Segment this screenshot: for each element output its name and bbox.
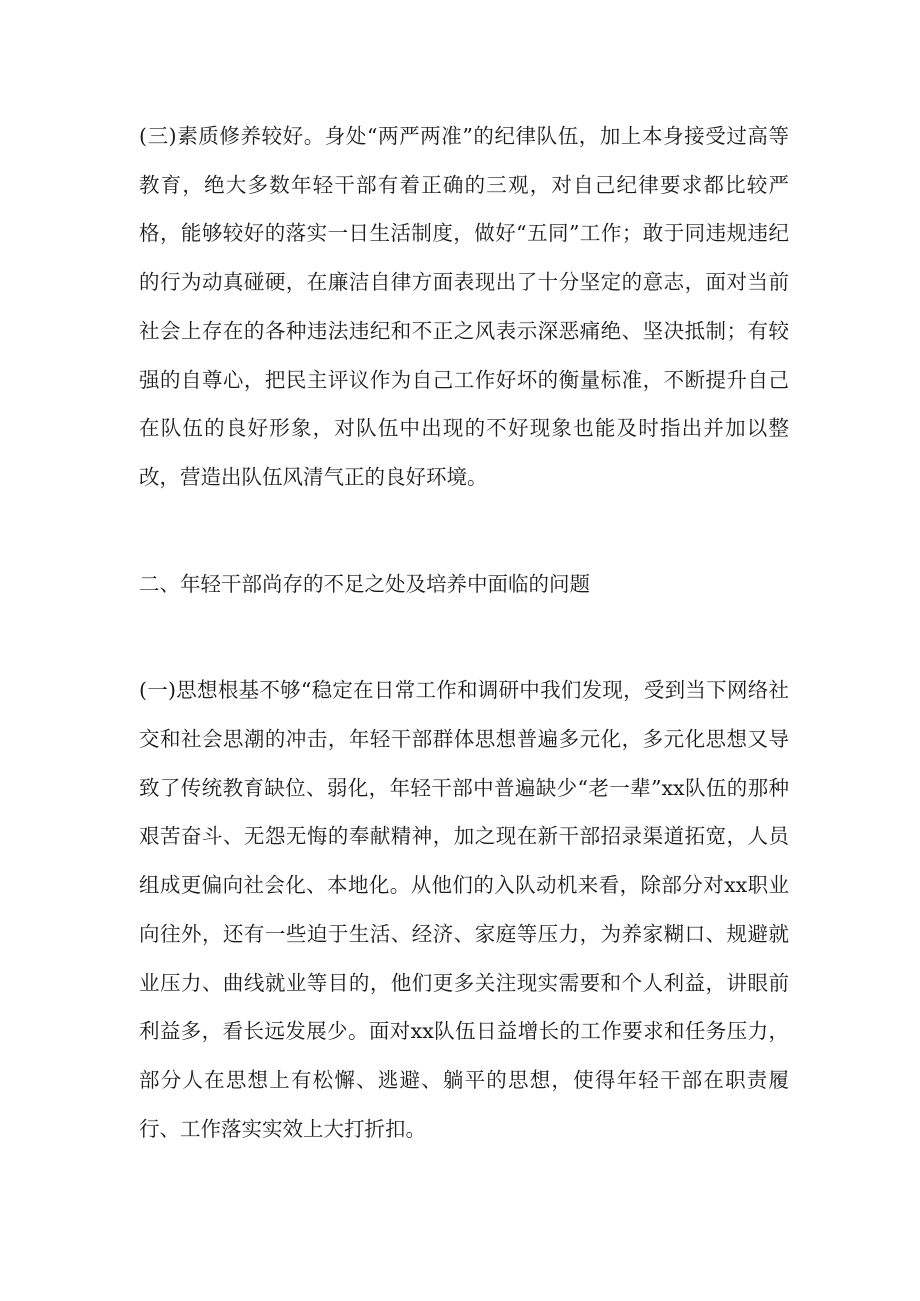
section-heading: 二、年轻干部尚存的不足之处及培养中面临的问题 bbox=[139, 571, 590, 596]
paragraph-quality-cultivation: (三)素质修养较好。身处“两严两准”的纪律队伍，加上本身接受过高等教育，绝大多数年轻干部有着正确的三观，对自己纪律要求都比较严格，能够较好的落实一日生活制度，做好“五同”工作；敢于同违规违纪的行为动真碰硬，在廉洁自律方面表现出了十分坚定的意志，面对当前社会上存在的各种违法违纪和不正之风表示深恶痛绝、坚决抵制；有较强的自尊心，把民主评议作为自己工作好坏的衡量标准，不断提升自己在队伍的良好形象，对队伍中出现的不好现象也能及时指出并加以整改，营造出队伍风清气正的良好环境。 bbox=[139, 124, 789, 489]
document-body bbox=[139, 112, 789, 1153]
paragraph-ideological-foundation: (一)思想根基不够“稳定在日常工作和调研中我们发现，受到当下网络社交和社会思潮的冲击，年轻干部群体思想普遍多元化，多元化思想又导致了传统教育缺位、弱化，年轻干部中普遍缺少“老一辈”xx队伍的那种艰苦奋斗、无怨无悔的奉献精神，加之现在新干部招录渠道拓宽，人员组成更偏向社会化、本地化。从他们的入队动机来看，除部分对xx职业向往外，还有一些迫于生活、经济、家庭等压力，为养家糊口、规避就业压力、曲线就业等目的，他们更多关注现实需要和个人利益，讲眼前利益多，看长远发展少。面对xx队伍日益增长的工作要求和任务压力，部分人在思想上有松懈、逃避、躺平的思想，使得年轻干部在职责履行、工作落实实效上大打折扣。 bbox=[139, 678, 789, 1141]
